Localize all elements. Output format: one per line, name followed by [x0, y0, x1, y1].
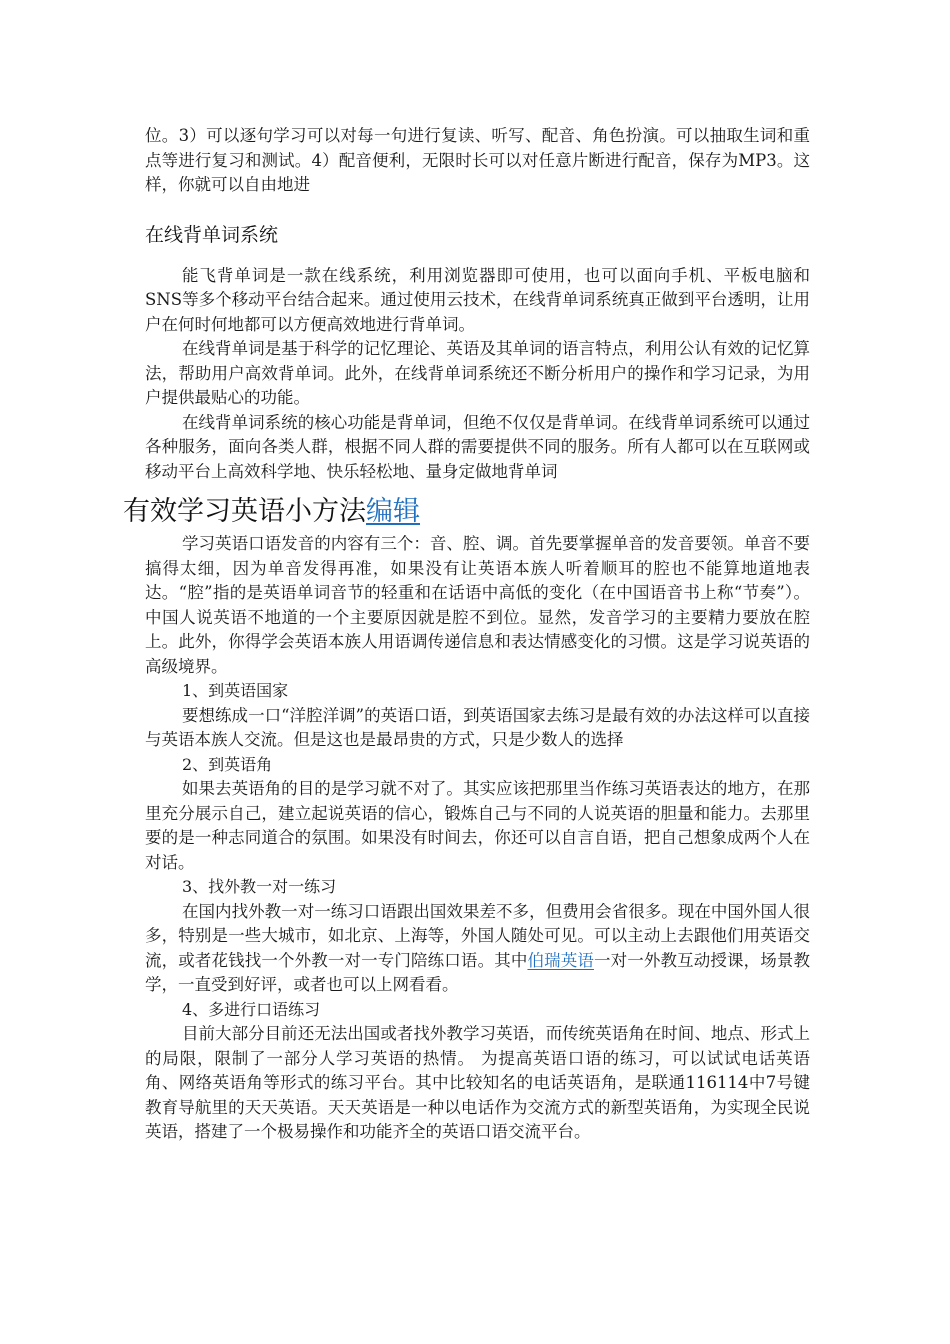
paragraph: 如果去英语角的目的是学习就不对了。其实应该把那里当作练习英语表达的地方，在那里充分展示自己，建立起说英语的信心，锻炼自己与不同的人说英语的胆量和能力。去那里要的是一种志同道合的氛围。如果没有时间去，你还可以自言自语，把自己想象成两个人在对话。 [145, 779, 810, 872]
item-title-3: 3、找外教一对一练习 [182, 877, 337, 896]
text-span: 一对一外教互动授课，场景教学，一直受到好评，或者也可以上网看看。 [145, 950, 811, 994]
section-heading-online: 在线背单词系统 [145, 223, 279, 246]
boruienglish-link[interactable]: 伯瑞英语 [527, 950, 594, 970]
item-title-2: 2、到英语角 [182, 754, 273, 774]
paragraph: 要想练成一口“洋腔洋调”的英语口语，到英语国家去练习是最有效的办法这样可以直接与英语本族人交流。但是这也是最昂贵的方式，只是少数人的选择 [145, 705, 810, 749]
edit-link[interactable]: 编辑 [366, 496, 420, 527]
document-page [123, 124, 811, 1145]
paragraph: 学习英语口语发音的内容有三个：音、腔、调。首先要掌握单音的发音要领。单音不要搞得太细，因为单音发得再准，如果没有让英语本族人听着顺耳的腔也不能算地道地表达。“腔”指的是英语单词音节的轻重和在话语中高低的变化（在中国语音书上称“节奏”）。中国人说英语不地道的一个主要原因就是腔不到位。显然，发音学习的主要精力要放在腔上。此外，你得学会英语本族人用语调传递信息和表达情感变化的习惯。这是学习说英语的高级境界。 [145, 534, 810, 676]
paragraph: 在线背单词是基于科学的记忆理论、英语及其单词的语言特点，利用公认有效的记忆算法，帮助用户高效背单词。此外，在线背单词系统还不断分析用户的操作和学习记录，为用户提供最贴心的功能。 [145, 339, 810, 407]
item-title-1: 1、到英语国家 [182, 681, 289, 700]
paragraph: 能飞背单词是一款在线系统，利用浏览器即可使用，也可以面向手机、平板电脑和SNS等多个移动平台结合起来。通过使用云技术，在线背单词系统真正做到平台透明，让用户在何时何地都可以方便高效地进行背单词。 [145, 265, 810, 334]
intro-fragment: 位。3）可以逐句学习可以对每一句进行复读、听写、配音、角色扮演。可以抽取生词和重点等进行复习和测试。4）配音便利，无限时长可以对任意片断进行配音，保存为MP3。这样，你就可以自由地进 [145, 126, 810, 194]
heading-text: 有效学习英语小方法 [123, 496, 366, 527]
section-heading-methods [123, 494, 810, 530]
paragraph [145, 900, 810, 998]
text-span: 在国内找外教一对一练习口语跟出国效果差不多，但费用会省很多。现在中国外国人很多，特别是一些大城市，如北京、上海等，外国人随处可见。可以主动上去跟他们用英语交流，或者花钱找一个外教一对一专门陪练口语。其中 [145, 901, 810, 970]
paragraph: 在线背单词系统的核心功能是背单词，但绝不仅仅是背单词。在线背单词系统可以通过各种服务，面向各类人群，根据不同人群的需要提供不同的服务。所有人都可以在互联网或移动平台上高效科学地、快乐轻松地、量身定做地背单词 [145, 412, 810, 481]
paragraph: 目前大部分目前还无法出国或者找外教学习英语，而传统英语角在时间、地点、形式上的局限，限制了一部分人学习英语的热情。 为提高英语口语的练习，可以试试电话英语角、网络英语角等形式的练习平台。其中比较知名的电话英语角，是联通116114中7号键教育导航里的天天英语。天天英语是一种以电话作为交流方式的新型英语角，为实现全民说英语，搭建了一个极易操作和功能齐全的英语口语交流平台。 [145, 1024, 810, 1141]
item-title-4: 4、多进行口语练习 [182, 999, 321, 1019]
